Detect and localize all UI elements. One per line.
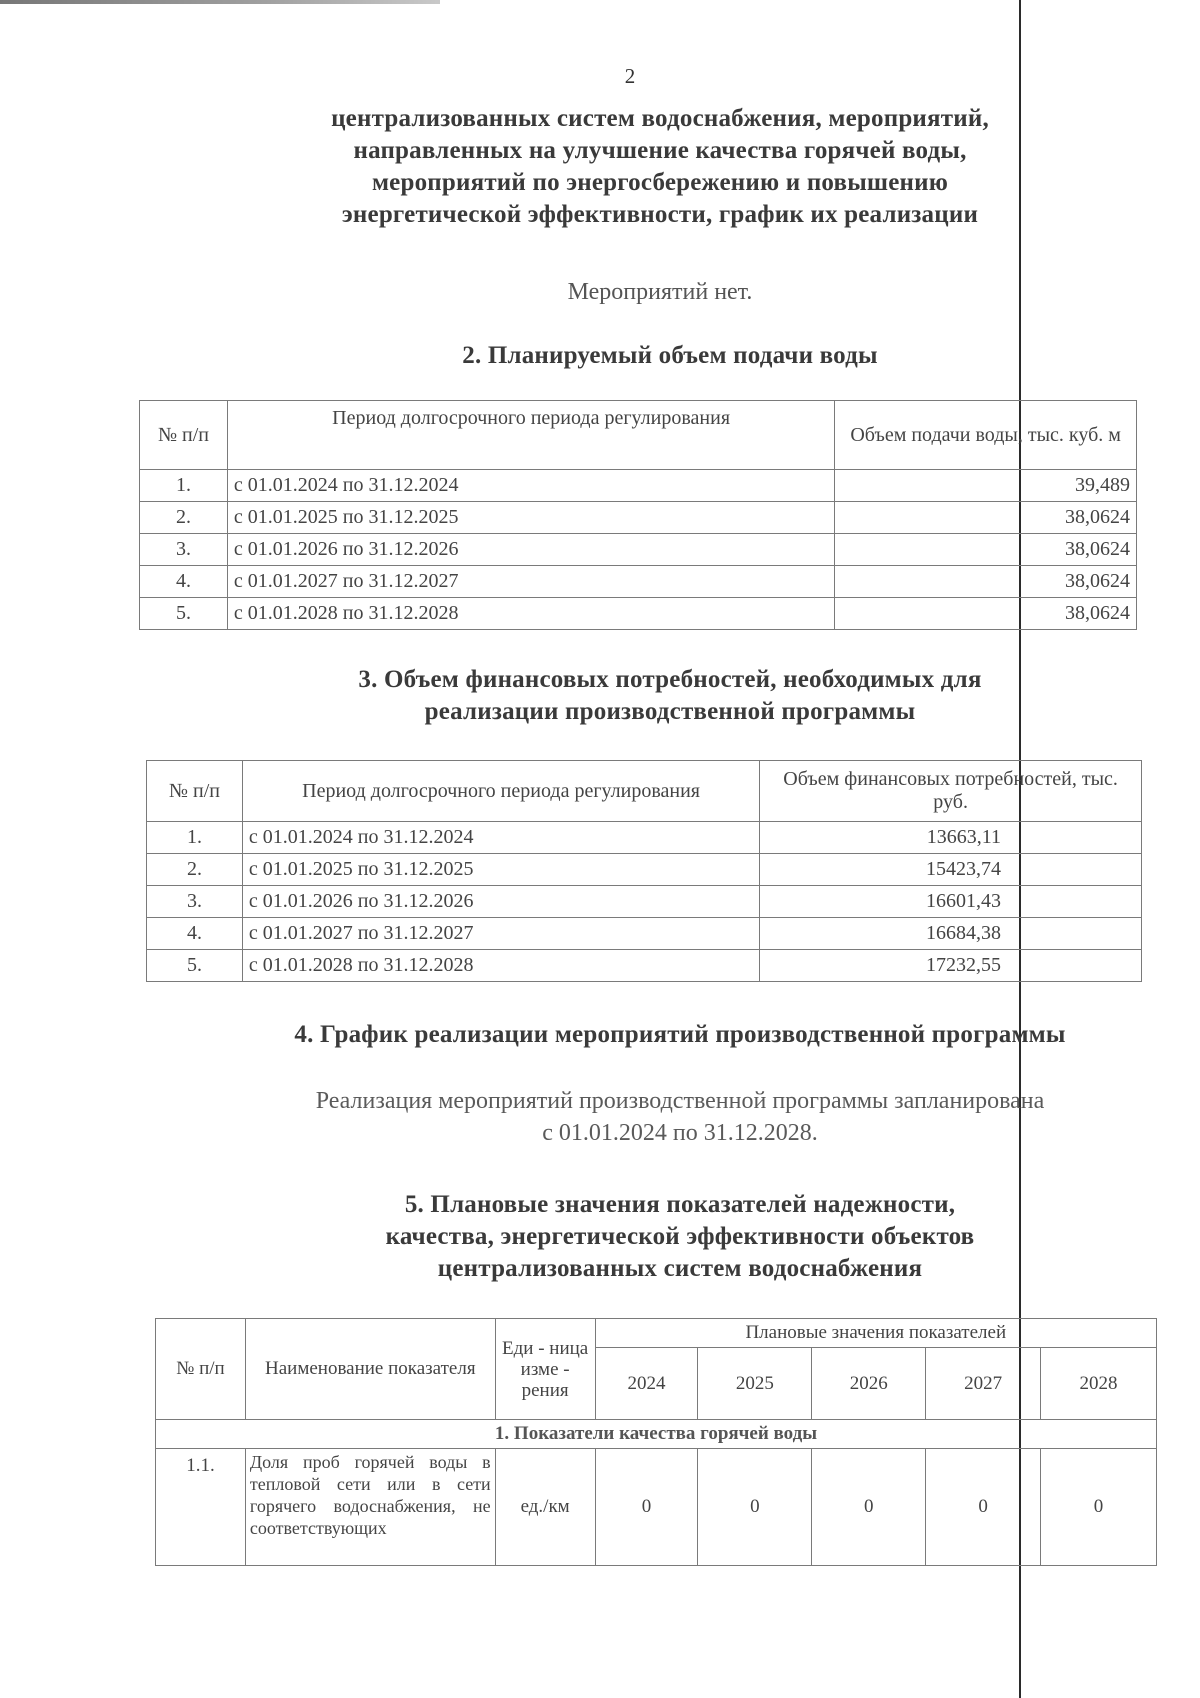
row-number: 1.: [147, 822, 243, 854]
intro-heading-line: энергетической эффективности, график их реализации: [341, 201, 979, 228]
intro-heading: [200, 103, 1120, 231]
scan-edge-mark: [0, 0, 440, 4]
row-number: 3.: [140, 534, 228, 566]
no-measures-text: Мероприятий нет.: [567, 279, 753, 305]
row-number: 3.: [147, 886, 243, 918]
section3-title: [230, 664, 1110, 728]
row-volume: 38,0624: [835, 502, 1137, 534]
row-indicator-name: Доля проб горячей воды в тепловой сети или в сети горячего водоснабжения, не соответствующих: [245, 1449, 495, 1566]
row-value: 0: [595, 1449, 698, 1566]
header-year: 2028: [1041, 1348, 1157, 1420]
intro-heading-line: централизованных систем водоснабжения, мероприятий,: [331, 105, 989, 132]
header-year: 2026: [812, 1348, 926, 1420]
row-period: с 01.01.2027 по 31.12.2027: [227, 566, 834, 598]
header-volume: Объем подачи воды, тыс. куб. м: [835, 401, 1137, 470]
section3-title-line: 3. Объем финансовых потребностей, необходимых для: [358, 666, 982, 693]
group-title: 1. Показатели качества горячей воды: [156, 1420, 1157, 1449]
header-number: № п/п: [156, 1319, 246, 1420]
table-row: [147, 854, 1142, 886]
section5-title-line: 5. Плановые значения показателей надежности,: [404, 1191, 956, 1218]
row-period: с 01.01.2024 по 31.12.2024: [242, 822, 759, 854]
row-number: 5.: [147, 950, 243, 982]
table-header-row: [147, 761, 1142, 822]
row-period: с 01.01.2028 по 31.12.2028: [227, 598, 834, 630]
table-row: [147, 950, 1142, 982]
financial-needs-table: [146, 760, 1142, 982]
row-period: с 01.01.2025 по 31.12.2025: [242, 854, 759, 886]
row-period: с 01.01.2025 по 31.12.2025: [227, 502, 834, 534]
table-row: [147, 822, 1142, 854]
table-row: [147, 918, 1142, 950]
row-amount: 13663,11: [760, 822, 1142, 854]
table-row: [140, 534, 1137, 566]
row-value: 0: [1041, 1449, 1157, 1566]
row-period: с 01.01.2028 по 31.12.2028: [242, 950, 759, 982]
table-header-row: [156, 1319, 1157, 1348]
row-amount: 17232,55: [760, 950, 1142, 982]
table-row: [147, 886, 1142, 918]
row-period: с 01.01.2026 по 31.12.2026: [227, 534, 834, 566]
header-number: № п/п: [140, 401, 228, 470]
section4-title: 4. График реализации мероприятий производственной программы: [294, 1021, 1066, 1048]
row-volume: 39,489: [835, 470, 1137, 502]
section5-title-line: централизованных систем водоснабжения: [437, 1255, 923, 1282]
intro-heading-line: мероприятий по энергосбережению и повышению: [371, 169, 949, 196]
row-value: 0: [926, 1449, 1041, 1566]
row-number: 2.: [147, 854, 243, 886]
header-financial: Объем финансовых потребностей, тыс. руб.: [760, 761, 1142, 822]
row-amount: 16684,38: [760, 918, 1142, 950]
row-number: 4.: [147, 918, 243, 950]
page-number: 2: [624, 64, 636, 88]
table-row: [140, 566, 1137, 598]
water-volume-table: [139, 400, 1137, 630]
row-value: 0: [698, 1449, 812, 1566]
table-row: [140, 502, 1137, 534]
row-period: с 01.01.2026 по 31.12.2026: [242, 886, 759, 918]
row-number: 1.1.: [156, 1449, 246, 1566]
header-indicator-name: Наименование показателя: [245, 1319, 495, 1420]
header-unit: Еди - ница изме - рения: [495, 1319, 595, 1420]
row-number: 5.: [140, 598, 228, 630]
row-number: 4.: [140, 566, 228, 598]
section4-text: [230, 1085, 1130, 1149]
row-unit: ед./км: [495, 1449, 595, 1566]
table-row: [140, 598, 1137, 630]
header-year: 2025: [698, 1348, 812, 1420]
header-year: 2027: [926, 1348, 1041, 1420]
table-row: [156, 1449, 1157, 1566]
row-number: 2.: [140, 502, 228, 534]
section5-title-line: качества, энергетической эффективности объектов: [385, 1223, 975, 1250]
section5-title: [250, 1189, 1110, 1285]
section3-title-line: реализации производственной программы: [424, 698, 916, 725]
table-row: [140, 470, 1137, 502]
header-period: Период долгосрочного периода регулирования: [242, 761, 759, 822]
row-amount: 16601,43: [760, 886, 1142, 918]
row-number: 1.: [140, 470, 228, 502]
header-year: 2024: [595, 1348, 698, 1420]
section2-title: 2. Планируемый объем подачи воды: [462, 342, 878, 369]
header-period: Период долгосрочного периода регулирования: [227, 401, 834, 470]
section4-text-line: Реализация мероприятий производственной программы запланирована: [315, 1088, 1045, 1114]
table-group-row: [156, 1420, 1157, 1449]
header-number: № п/п: [147, 761, 243, 822]
row-period: с 01.01.2027 по 31.12.2027: [242, 918, 759, 950]
table-header-row: [140, 401, 1137, 470]
row-amount: 15423,74: [760, 854, 1142, 886]
row-volume: 38,0624: [835, 566, 1137, 598]
intro-heading-line: направленных на улучшение качества горячей воды,: [353, 137, 967, 164]
header-planned-values: Плановые значения показателей: [595, 1319, 1156, 1348]
section4-text-line: с 01.01.2024 по 31.12.2028.: [542, 1120, 818, 1146]
indicators-table: [155, 1318, 1157, 1566]
row-volume: 38,0624: [835, 598, 1137, 630]
row-value: 0: [812, 1449, 926, 1566]
row-volume: 38,0624: [835, 534, 1137, 566]
row-period: с 01.01.2024 по 31.12.2024: [227, 470, 834, 502]
